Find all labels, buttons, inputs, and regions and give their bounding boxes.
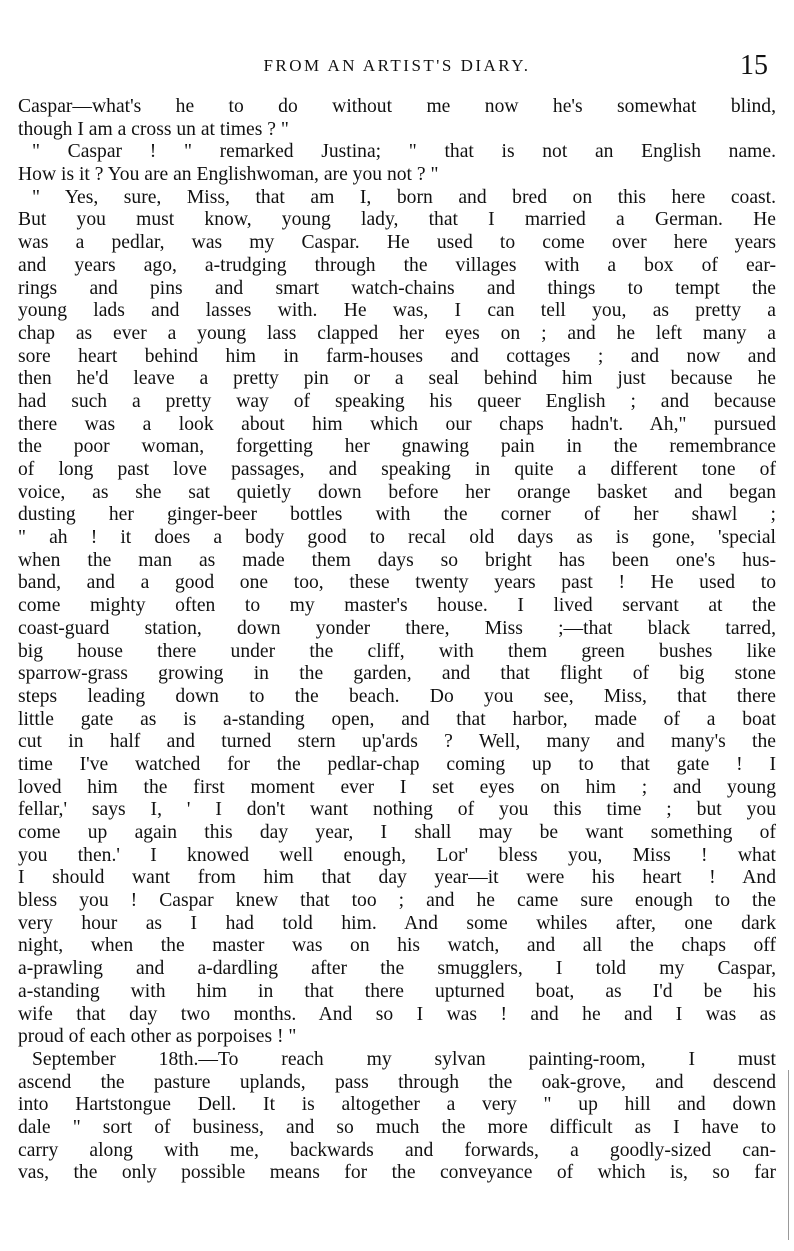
text-line: come mighty often to my master's house. I lived servant at the [18,595,776,617]
text-line: cut in half and turned stern up'ards ? Well, many and many's the [18,731,776,753]
text-line: proud of each other as porpoises ! " [18,1026,297,1048]
running-title: FROM AN ARTIST'S DIARY. [263,56,531,75]
text-line: coast-guard station, down yonder there, Miss ;—that black tarred, [18,617,776,639]
text-line: steps leading down to the beach. Do you see, Miss, that there [18,685,776,707]
text-line: dusting her ginger-beer bottles with the corner of her shawl ; [18,504,776,526]
text-line: night, when the master was on his watch, and all the chaps off [18,935,776,957]
text-line: chap as ever a young lass clapped her eyes on ; and he left many a [18,322,776,344]
text-line: sore heart behind him in farm-houses and cottages ; and now and [18,345,776,367]
page-header [18,50,776,84]
text-line: time I've watched for the pedlar-chap coming up to that gate ! I [18,753,776,775]
text-line: when the man as made them days so bright has been one's hus- [18,549,776,571]
text-line: " Yes, sure, Miss, that am I, born and bred on this here coast. [32,186,776,208]
text-line: " Caspar ! " remarked Justina; " that is not an English name. [32,141,776,163]
text-line: though I am a cross un at times ? " [18,118,289,140]
gutter-rule [788,1070,789,1240]
text-line: into Hartstongue Dell. It is altogether a very " up hill and down [18,1094,776,1116]
text-line: then he'd leave a pretty pin or a seal behind him just because he [18,368,776,390]
text-line: band, and a good one too, these twenty years past ! He used to [18,572,776,594]
text-line: fellar,' says I, ' I don't want nothing of you this time ; but you [18,799,776,821]
text-line: sparrow-grass growing in the garden, and that flight of big stone [18,663,776,685]
text-line: vas, the only possible means for the conveyance of which is, so far [18,1162,776,1184]
text-line: loved him the first moment ever I set eyes on him ; and young [18,776,776,798]
text-line: " ah ! it does a body good to recal old days as is gone, 'special [18,527,776,549]
text-line: little gate as is a-standing open, and that harbor, made of a boat [18,708,776,730]
text-line: young lads and lasses with. He was, I can tell you, as pretty a [18,300,776,322]
text-line: of long past love passages, and speaking in quite a different tone of [18,459,776,480]
text-line: But you must know, young lady, that I married a German. He [18,209,776,231]
text-line: was a pedlar, was my Caspar. He used to come over here years [18,232,776,254]
text-line: voice, as she sat quietly down before her orange basket and began [18,481,776,503]
text-line: bless you ! Caspar knew that too ; and he came sure enough to the [18,890,776,912]
text-line: you then.' I knowed well enough, Lor' bless you, Miss ! what [18,844,776,866]
page-number: 15 [740,50,768,81]
text-line: carry along with me, backwards and forwards, a goodly-sized can- [18,1139,776,1161]
text-line: How is it ? You are an Englishwoman, are you not ? " [18,164,439,186]
text-line: and years ago, a-trudging through the villages with a box of ear- [18,254,776,276]
text-line: the poor woman, forgetting her gnawing pain in the remembrance [18,436,776,458]
text-line: I should want from him that day year—it were his heart ! And [18,867,776,889]
text-line: had such a pretty way of speaking his queer English ; and because [18,390,776,412]
text-line: rings and pins and smart watch-chains and things to tempt the [18,277,776,299]
text-line: September 18th.—To reach my sylvan painting-room, I must [32,1048,776,1070]
text-line: Caspar—what's he to do without me now he's somewhat blind, [18,96,776,117]
text-line: dale " sort of business, and so much the more difficult as I have to [18,1116,776,1138]
body-text [18,96,776,1185]
text-line: there was a look about him which our chaps hadn't. Ah," pursued [18,413,776,435]
text-line: a-prawling and a-dardling after the smugglers, I told my Caspar, [18,958,776,980]
text-line: ascend the pasture uplands, pass through the oak-grove, and descend [18,1071,776,1093]
text-line: wife that day two months. And so I was ! and he and I was as [18,1003,776,1025]
text-line: big house there under the cliff, with them green bushes like [18,640,776,662]
text-line: a-standing with him in that there upturned boat, as I'd be his [18,980,776,1002]
text-line: very hour as I had told him. And some whiles after, one dark [18,912,776,934]
text-line: come up again this day year, I shall may be want something of [18,822,776,843]
